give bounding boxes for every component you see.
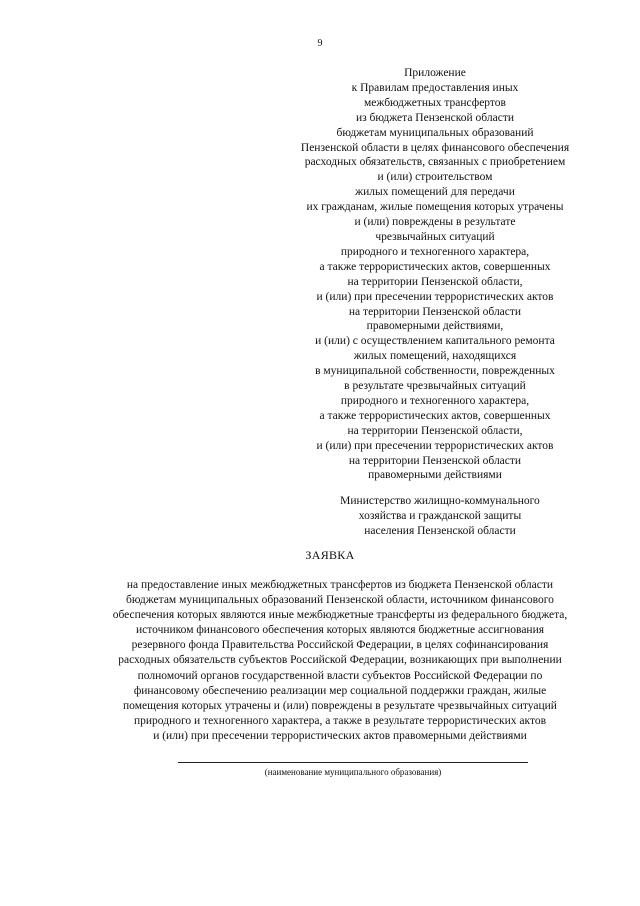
page-number: 9 bbox=[317, 38, 323, 49]
addressee-line: населения Пензенской области bbox=[364, 525, 516, 537]
body-line: помещения которых утрачены и (или) повреждены в результате чрезвычайных ситуаций bbox=[123, 699, 557, 712]
appendix-line: жилых помещений, находящихся bbox=[353, 350, 517, 363]
body-line: и (или) при пресечении террористических актов правомерными действиями bbox=[153, 729, 527, 742]
appendix-line: жилых помещений для передачи bbox=[355, 186, 515, 199]
appendix-line: а также террористических актов, совершенных bbox=[319, 409, 551, 422]
appendix-line: на территории Пензенской области, bbox=[347, 424, 523, 437]
appendix-line: и (или) строительством bbox=[377, 171, 493, 184]
document-title: ЗАЯВКА bbox=[305, 548, 355, 562]
appendix-line: на территории Пензенской области bbox=[348, 305, 522, 318]
appendix-line: и (или) повреждены в результате bbox=[354, 216, 516, 229]
appendix-line: бюджетам муниципальных образований bbox=[336, 126, 534, 139]
application-description bbox=[60, 578, 620, 744]
appendix-line: межбюджетных трансфертов bbox=[364, 96, 506, 109]
municipality-name-caption: (наименование муниципального образования) bbox=[264, 767, 442, 777]
appendix-line: в муниципальной собственности, поврежденных bbox=[315, 365, 555, 378]
body-line: обеспечения которых являются иные межбюджетные трансферты из федерального бюджета, bbox=[112, 609, 568, 622]
addressee-block bbox=[280, 494, 600, 539]
body-line: на предоставление иных межбюджетных трансфертов из бюджета Пензенской области bbox=[126, 579, 554, 591]
appendix-line: правомерными действиями bbox=[368, 469, 502, 482]
appendix-line: на территории Пензенской области bbox=[348, 454, 522, 467]
body-line: бюджетам муниципальных образований Пензенской области, источником финансового bbox=[126, 594, 554, 607]
body-line: финансовому обеспечению реализации мер социальной поддержки граждан, жилые bbox=[133, 684, 547, 697]
appendix-line: и (или) с осуществлением капитального ремонта bbox=[315, 335, 555, 348]
appendix-line: расходных обязательств, связанных с приобретением bbox=[304, 156, 566, 169]
appendix-line: правомерными действиями, bbox=[366, 320, 504, 333]
appendix-line: Приложение bbox=[404, 67, 466, 79]
appendix-line: в результате чрезвычайных ситуаций bbox=[344, 380, 526, 393]
appendix-line: из бюджета Пензенской области bbox=[355, 111, 515, 124]
addressee-line: хозяйства и гражданской защиты bbox=[358, 510, 522, 522]
appendix-line: Пензенской области в целях финансового обеспечения bbox=[300, 141, 570, 154]
appendix-line: и (или) при пресечении террористических актов bbox=[316, 439, 554, 452]
municipality-name-line bbox=[178, 762, 528, 763]
body-line: источником финансового обеспечения которых являются бюджетные ассигнования bbox=[135, 624, 545, 637]
appendix-line: на территории Пензенской области, bbox=[347, 275, 523, 288]
appendix-line: к Правилам предоставления иных bbox=[351, 81, 519, 94]
appendix-line: и (или) при пресечении террористических актов bbox=[316, 290, 554, 303]
appendix-line: их гражданам, жилые помещения которых утрачены bbox=[306, 201, 564, 214]
appendix-line: природного и техногенного характера, bbox=[340, 245, 530, 258]
appendix-line: природного и техногенного характера, bbox=[340, 394, 530, 407]
body-line: расходных обязательств субъектов Российской Федерации, возникающих при выполнении bbox=[118, 654, 562, 667]
appendix-line: чрезвычайных ситуаций bbox=[375, 230, 495, 243]
body-line: природного и техногенного характера, а также в результате террористических актов bbox=[134, 714, 546, 727]
appendix-line: а также террористических актов, совершенных bbox=[319, 260, 551, 273]
appendix-header bbox=[270, 66, 600, 483]
body-line: резервного фонда Правительства Российской Федерации, в целях софинансирования bbox=[131, 639, 549, 652]
addressee-line: Министерство жилищно-коммунального bbox=[340, 495, 540, 507]
body-line: полномочий органов государственной власти субъектов Российской Федерации по bbox=[137, 669, 543, 682]
